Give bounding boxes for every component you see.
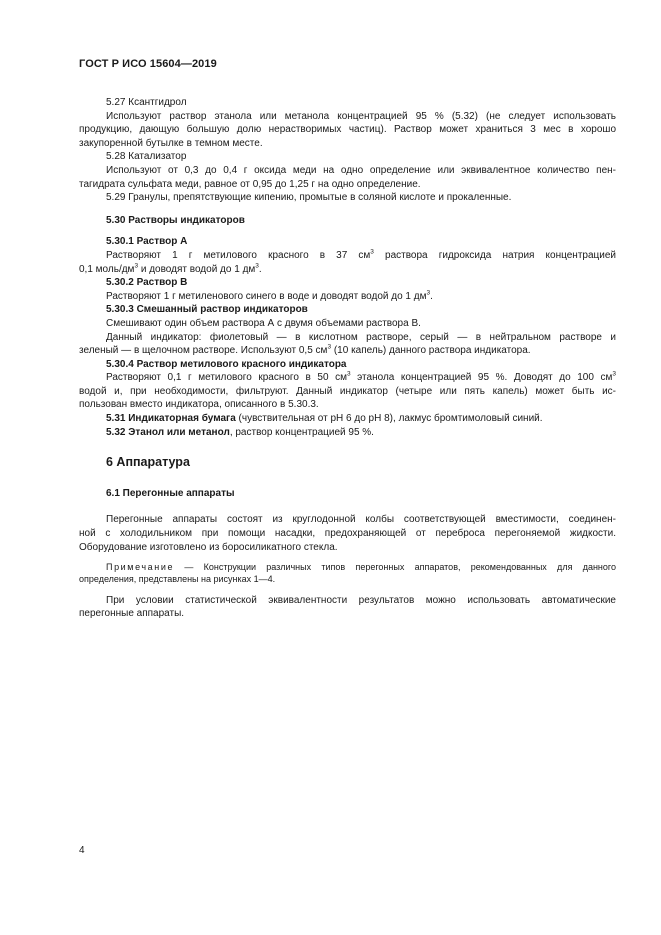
section-5-30-title: 5.30 Растворы индикаторов xyxy=(106,214,245,226)
note-line-2: определения, представлены на рисунках 1—4. xyxy=(79,574,276,585)
note xyxy=(79,561,616,585)
section-6-1-para-2-line-1: При условии статистической эквивалентности результатов можно использовать автоматические xyxy=(106,594,616,606)
item-5-28-line-2: тагидрата сульфата меди, равное от 0,95 до 1,25 г на одно определение. xyxy=(79,178,421,190)
subsection-5-30-4-title: 5.30.4 Раствор метилового красного индикатора xyxy=(106,358,347,370)
section-6-1-para-1-line-3: Оборудование изготовлено из боросиликатного стекла. xyxy=(79,541,338,553)
section-6-1-para-1-line-1: Перегонные аппараты состоят из круглодонной колбы соответствующей вместимости, соединен- xyxy=(106,514,616,526)
item-5-27-title: 5.27 Ксантгидрол xyxy=(106,97,187,108)
subsection-5-30-1-line-1: Растворяют 1 г метилового красного в 37 $см^3$ раствора гидроксида натрия концентрацией xyxy=(106,248,616,261)
subsection-5-30-2-line-1: Растворяют 1 г метиленового синего в воде и доводят водой до 1 $дм^3$. xyxy=(106,289,433,302)
subsection-5-30-4-line-2: водой и, при необходимости, фильтруют. Данный индикатор (четыре или пять капель) может быть ис- xyxy=(79,385,616,397)
item-5-28-title: 5.28 Катализатор xyxy=(106,151,187,163)
section-6-1-title: 6.1 Перегонные аппараты xyxy=(106,487,235,499)
item-5-29: 5.29 Гранулы, препятствующие кипению, промытые в соляной кислоте и прокаленные. xyxy=(106,192,512,204)
subsection-5-30-3-line-2: Данный индикатор: фиолетовый — в кислотном растворе, серый — в нейтральном растворе и xyxy=(106,331,616,343)
subsection-5-30-1-title: 5.30.1 Раствор А xyxy=(106,236,188,248)
document-header: ГОСТ Р ИСО 15604—2019 xyxy=(79,58,217,70)
subsection-5-30-3-title: 5.30.3 Смешанный раствор индикаторов xyxy=(106,304,308,316)
subsection-5-30-3-line-3: зеленый — в щелочном растворе. Используют 0,5 $см^3$ (10 капель) данного раствора индикатора. xyxy=(79,343,531,357)
subsection-5-30-1-line-2: 0,1 моль/$дм^3$ и доводят водой до 1 $дм^3$. xyxy=(79,262,262,275)
item-5-28-line-1: Используют от 0,3 до 0,4 г оксида меди на одно определение или эквивалентное количество пен- xyxy=(106,164,616,176)
note-label: Примечание xyxy=(106,562,175,573)
item-5-27-line-3: закупоренной бутылке в темном месте. xyxy=(79,137,263,149)
note-line-1: Примечание — Конструкции различных типов перегонных аппаратов, рекомендованных для данного xyxy=(106,562,616,573)
subsection-5-30-4-line-1: Растворяют 0,1 г метилового красного в 50 $см^3$ этанола концентрацией 95 %. Доводят до 100 $см^3$ xyxy=(106,370,617,384)
item-5-31: 5.31 Индикаторная бумага (чувствительная от pH 6 до pH 8), лакмус бромтимоловый синий. xyxy=(106,413,543,425)
item-5-32: 5.32 Этанол или метанол, раствор концентрацией 95 %. xyxy=(106,426,374,438)
section-6-1-para-1-line-2: ной с холодильником при помощи насадки, предохраняющей от переброса перегоняемой жидкости. xyxy=(79,528,616,540)
subsection-5-30-3-line-1: Смешивают один объем раствора А с двумя объемами раствора В. xyxy=(106,317,421,329)
section-6-title: 6 Аппаратура xyxy=(106,455,190,470)
item-5-27-line-1: Используют раствор этанола или метанола концентрацией 95 % (5.32) (не следует использовать xyxy=(106,110,616,122)
item-5-27-line-2: продукцию, дающую большую долю нерастворимых частиц). Раствор может храниться 3 мес в хорошо xyxy=(79,124,616,136)
page-number: 4 xyxy=(79,845,85,856)
page-body xyxy=(79,96,616,621)
section-6-1-para-2-line-2: перегонные аппараты. xyxy=(79,608,185,620)
subsection-5-30-4-line-3: пользован вместо индикатора, описанного в 5.30.3. xyxy=(79,399,319,411)
subsection-5-30-2-title: 5.30.2 Раствор В xyxy=(106,277,188,289)
